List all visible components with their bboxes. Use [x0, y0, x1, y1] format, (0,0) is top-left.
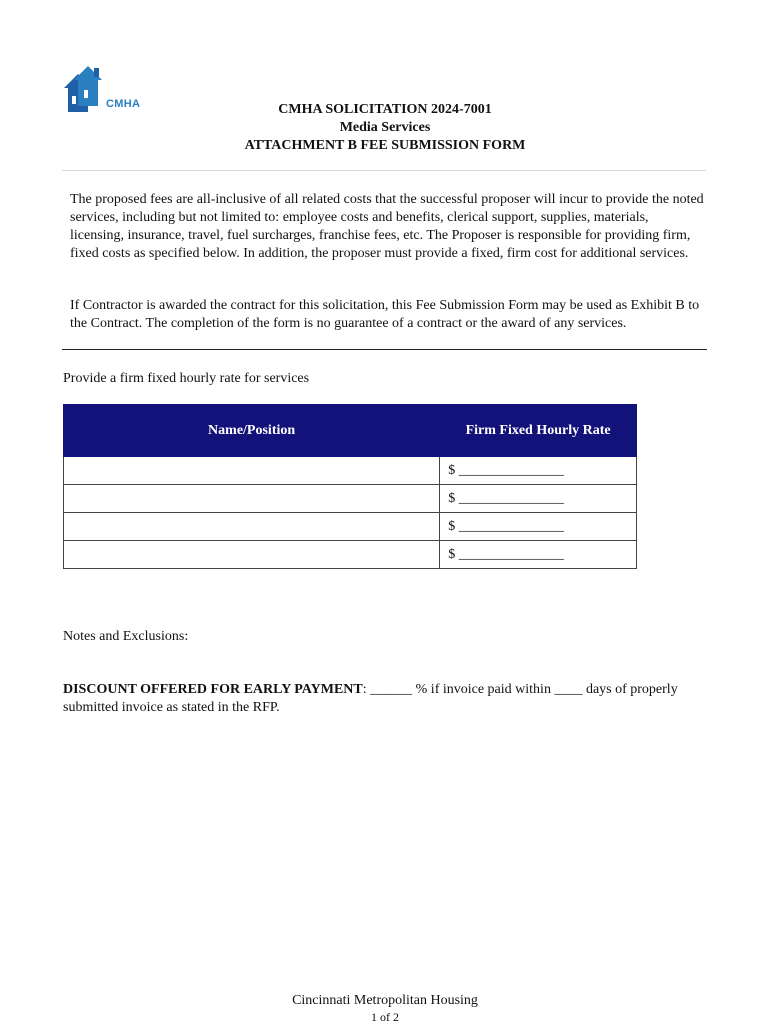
name-position-field[interactable]	[64, 541, 440, 569]
contract-paragraph: If Contractor is awarded the contract for this solicitation, this Fee Submission Form may be used as Exhibit B to the Contract. The completion of the form is no guarantee of a contract or the award of any services.	[70, 298, 700, 331]
header-name-position: Name/Position	[64, 405, 440, 457]
discount-section	[63, 681, 703, 717]
discount-text: : ______ % if invoice paid within ____ days of properly submitted invoice as stated in the RFP.	[63, 682, 678, 715]
name-position-field[interactable]	[64, 457, 440, 485]
name-position-field[interactable]	[64, 485, 440, 513]
notes-label: Notes and Exclusions:	[63, 629, 189, 644]
table-row	[64, 513, 637, 541]
fees-paragraph: The proposed fees are all-inclusive of all related costs that the successful proposer will incur to provide the noted services, including but not limited to: employee costs and benefits, clerical support, supplies, materials, licensing, insurance, travel, fuel surcharges, franchise fees, etc. The Proposer is responsible for providing firm, fixed costs as specified below. In addition, the proposer must provide a fixed, firm cost for additional services.	[70, 192, 704, 261]
hourly-rate-table	[63, 404, 637, 569]
section-divider	[62, 349, 707, 350]
discount-label: DISCOUNT OFFERED FOR EARLY PAYMENT	[63, 682, 363, 697]
table-row	[64, 457, 637, 485]
solicitation-title: CMHA SOLICITATION 2024-7001	[278, 102, 492, 117]
header-divider	[62, 170, 706, 171]
footer-org: Cincinnati Metropolitan Housing	[292, 993, 478, 1008]
table-row	[64, 485, 637, 513]
header-hourly-rate: Firm Fixed Hourly Rate	[440, 405, 637, 457]
page-number: 1 of 2	[371, 1010, 399, 1024]
hourly-rate-field[interactable]: $ _______________	[440, 485, 637, 513]
hourly-rate-field[interactable]: $ _______________	[440, 457, 637, 485]
rates-intro: Provide a firm fixed hourly rate for services	[63, 371, 310, 386]
hourly-rate-field[interactable]: $ _______________	[440, 513, 637, 541]
document-header	[0, 101, 770, 155]
table-row	[64, 541, 637, 569]
attachment-title: ATTACHMENT B FEE SUBMISSION FORM	[244, 138, 526, 153]
table-header-row	[64, 405, 637, 457]
name-position-field[interactable]	[64, 513, 440, 541]
logo-text: CMHA	[106, 98, 141, 110]
hourly-rate-field[interactable]: $ _______________	[440, 541, 637, 569]
service-title: Media Services	[339, 120, 431, 135]
